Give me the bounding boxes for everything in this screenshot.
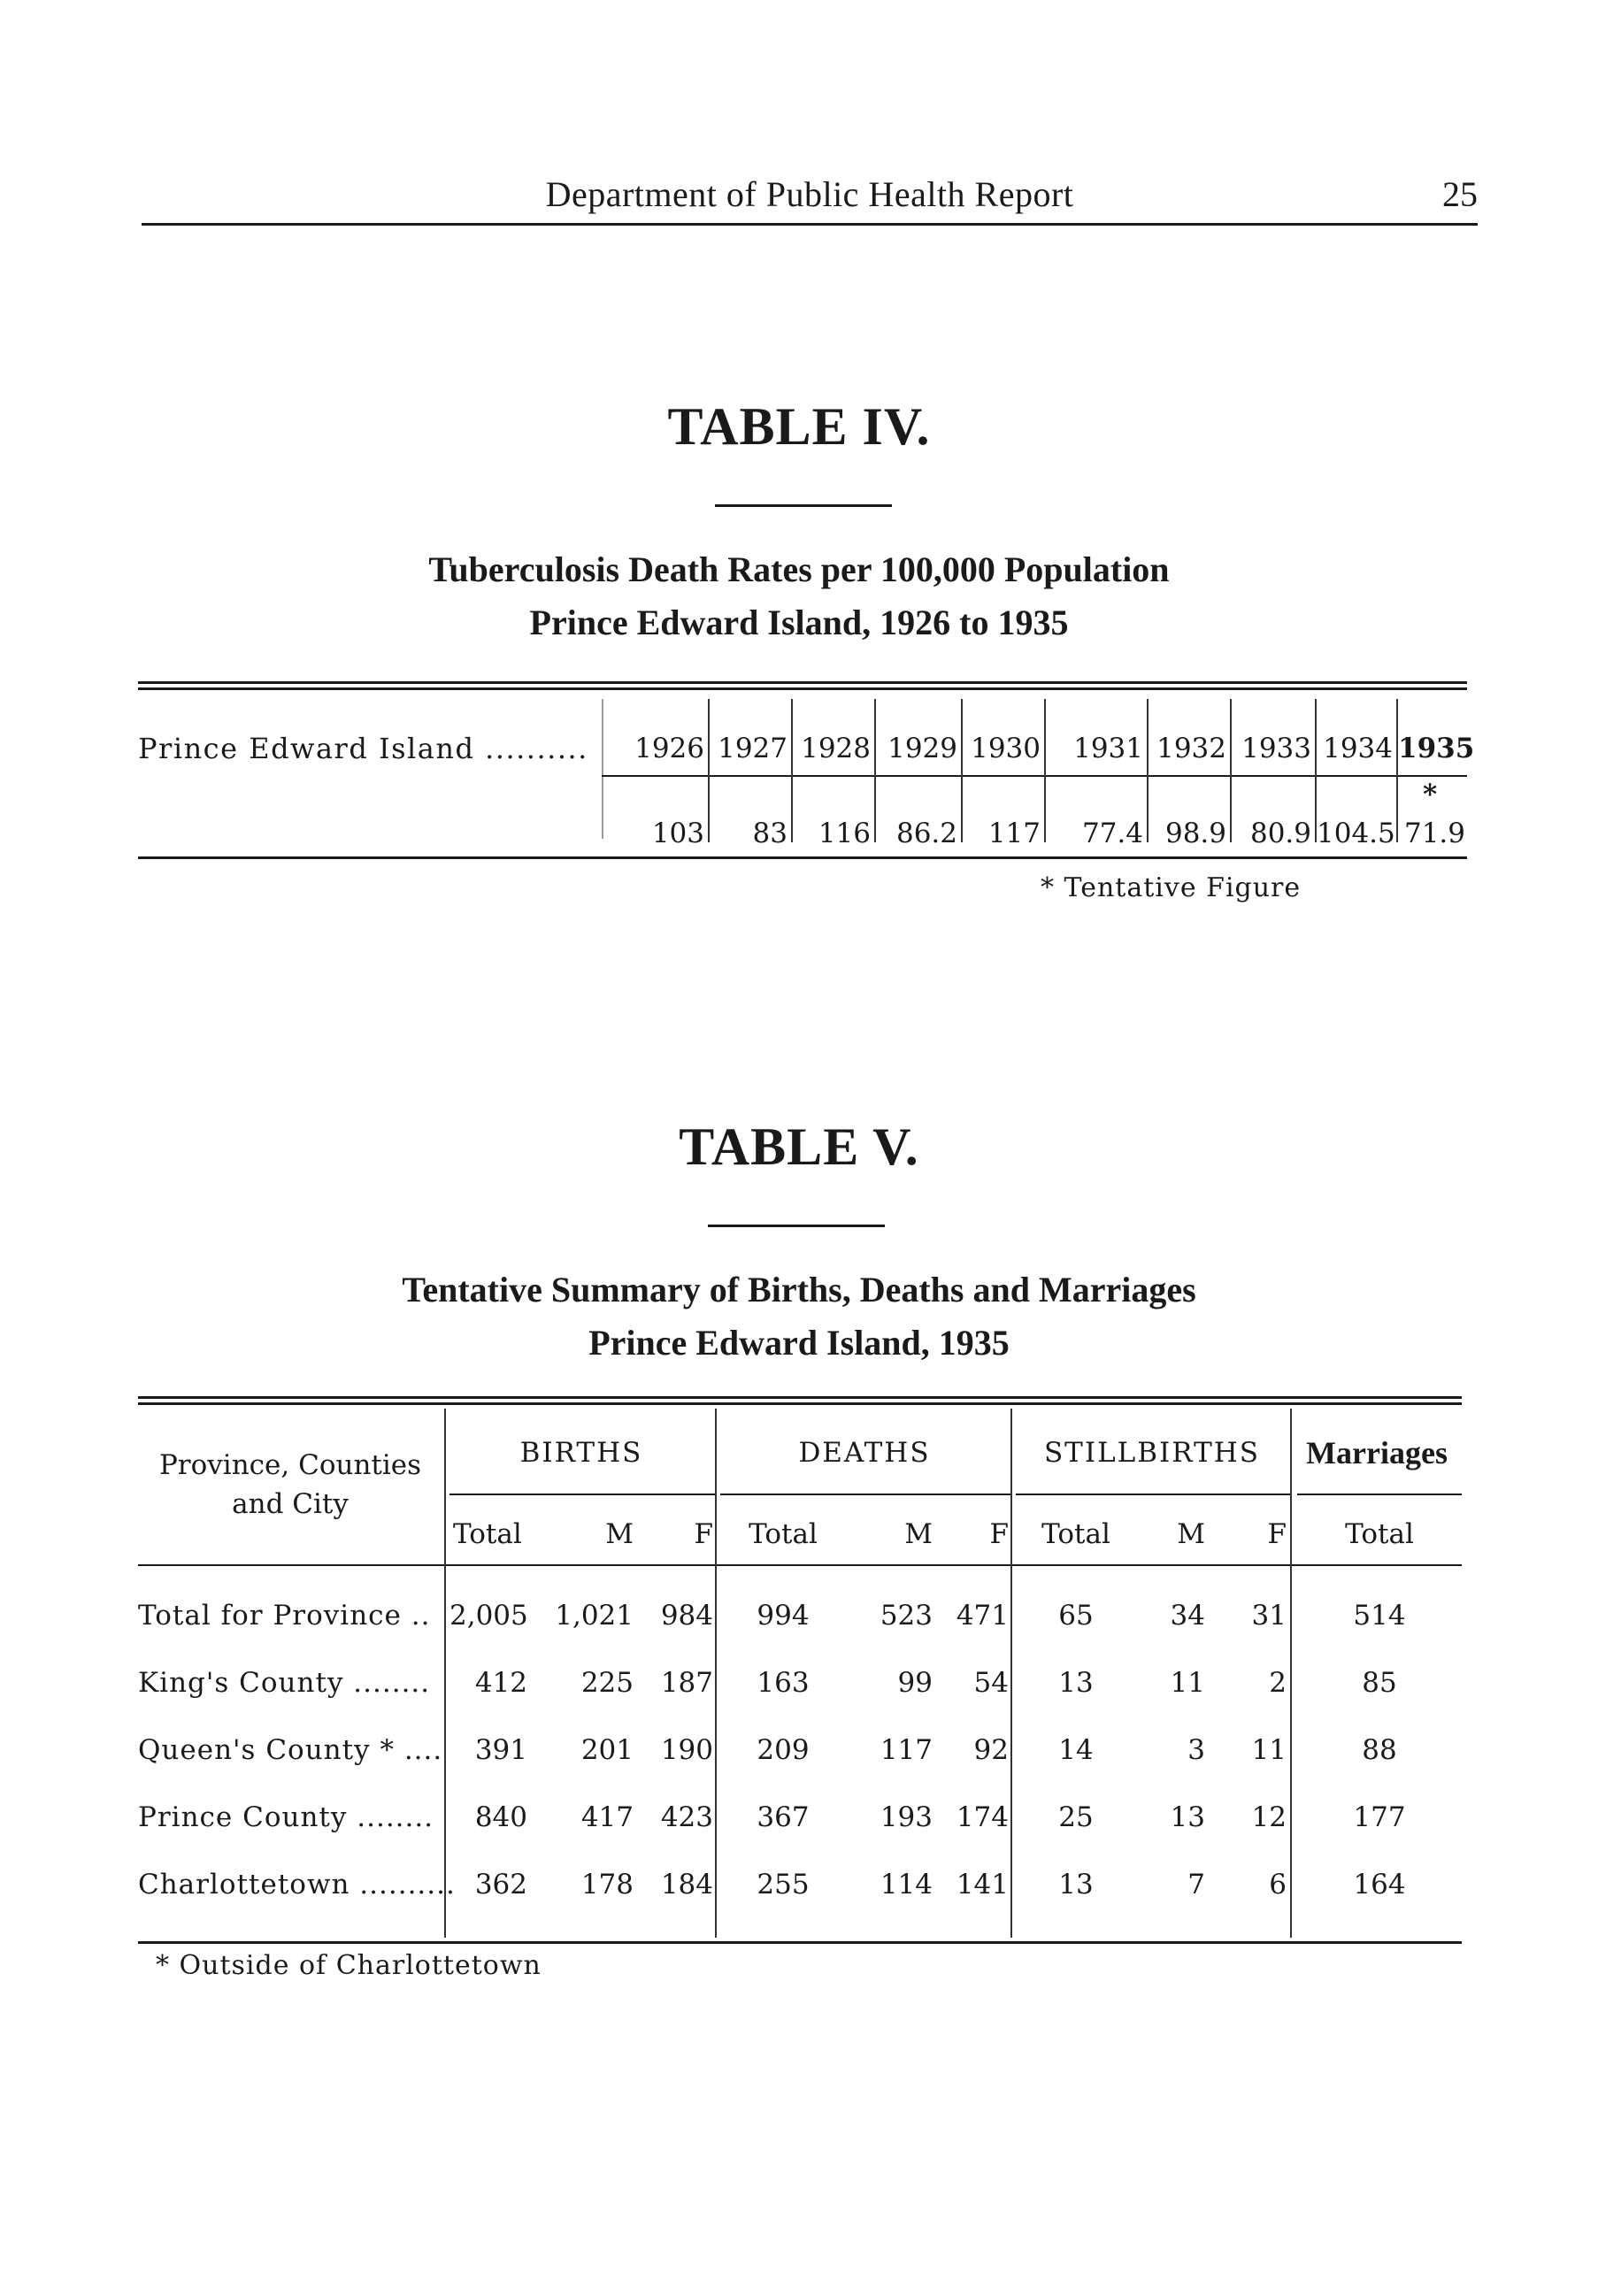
table-iv-subtitle-line1: Tuberculosis Death Rates per 100,000 Population	[428, 549, 1170, 589]
table-v-subtitle-line2: Prince Edward Island, 1935	[588, 1323, 1010, 1363]
table-v-data-cell: 391	[474, 1734, 527, 1766]
table-v-row-label: Total for Province ..	[138, 1600, 431, 1632]
table-v-top-rule	[138, 1396, 1462, 1405]
page-header	[142, 168, 1478, 226]
table-v-data-cell: 367	[757, 1801, 810, 1833]
table-v-heading: TABLE V.	[679, 1117, 919, 1176]
table-v-bottom-rule	[138, 1941, 1462, 1944]
table-iv-rate-cell: 86.2	[895, 818, 957, 849]
table-v-data-cell: 14	[1058, 1734, 1094, 1766]
table-v-group-divider	[1010, 1409, 1012, 1938]
table-iv-heading-rule	[715, 504, 892, 507]
table-v-data-cell: 417	[580, 1801, 634, 1833]
table-iv-footnote: * Tentative Figure	[1041, 872, 1302, 903]
table-v-data-cell: 190	[660, 1734, 713, 1766]
table-iv-rate-cell: 98.9	[1164, 818, 1226, 849]
table-iv-year-cell: 1933	[1241, 733, 1311, 764]
table-v-data-cell: 187	[660, 1667, 713, 1699]
table-iv-rate-cell: 83	[752, 818, 787, 849]
table-iv-rate-cell: 104.5	[1317, 818, 1395, 849]
table-v-data-cell: 13	[1058, 1869, 1094, 1901]
table-v-data-cell: 2,005	[449, 1600, 528, 1632]
table-v-data-cell: 11	[1170, 1667, 1205, 1699]
table-iv-rate-cell: 116	[818, 818, 871, 849]
table-v-data-cell: 12	[1251, 1801, 1287, 1833]
deaths-m-header: M	[904, 1518, 933, 1550]
table-v-data-cell: 31	[1251, 1600, 1287, 1632]
table-v-data-cell: 225	[580, 1667, 634, 1699]
table-iv-rate-cell: 77.4	[1081, 818, 1143, 849]
table-v-data-cell: 2	[1269, 1667, 1287, 1699]
table-v-group-underline	[1297, 1494, 1462, 1495]
stillbirths-group-header: STILLBIRTHS	[1043, 1437, 1261, 1469]
table-v-data-cell: 164	[1353, 1869, 1406, 1901]
deaths-total-header: Total	[749, 1518, 818, 1550]
table-iv-rate-cell: 80.9	[1249, 818, 1311, 849]
table-v-data-cell: 11	[1251, 1734, 1287, 1766]
table-v-data-cell: 114	[880, 1869, 933, 1901]
table-v-data-cell: 840	[474, 1801, 527, 1833]
births-total-header: Total	[453, 1518, 522, 1550]
table-v-group-divider	[715, 1409, 717, 1938]
table-v-data-cell: 34	[1170, 1600, 1205, 1632]
table-v-data-cell: 255	[757, 1869, 810, 1901]
births-group-header: BIRTHS	[519, 1437, 643, 1469]
table-v-row-label: King's County ........	[138, 1667, 431, 1699]
table-iv-subtitle-line2: Prince Edward Island, 1926 to 1935	[529, 603, 1069, 642]
table-iv-year-cell: 1930	[971, 733, 1041, 764]
table-iv-rate-cell: 71.9	[1403, 818, 1465, 849]
table-v-data-cell: 163	[757, 1667, 810, 1699]
table-v-data-cell: 99	[897, 1667, 933, 1699]
table-v-data-cell: 13	[1058, 1667, 1094, 1699]
table-iv-year-cell: 1934	[1323, 733, 1393, 764]
table-v-data-cell: 178	[580, 1869, 634, 1901]
table-v-data-cell: 193	[880, 1801, 933, 1833]
table-iv-heading: TABLE IV.	[667, 397, 931, 456]
page-number: 25	[1442, 174, 1478, 214]
table-iv-stub-divider	[602, 699, 603, 839]
table-v-data-cell: 184	[660, 1869, 713, 1901]
table-v-stub-header-line1: Province, Counties	[158, 1449, 422, 1481]
table-v-data-cell: 174	[956, 1801, 1009, 1833]
table-v-heading-rule	[708, 1225, 885, 1227]
table-v-data-cell: 201	[580, 1734, 634, 1766]
table-v-row-label: Queen's County * ....	[138, 1734, 443, 1766]
table-v-footnote: * Outside of Charlottetown	[156, 1950, 542, 1981]
births-m-header: M	[605, 1518, 634, 1550]
stillbirths-m-header: M	[1177, 1518, 1205, 1550]
table-iv-year-cell: 1927	[718, 733, 787, 764]
table-v-data-cell: 984	[660, 1600, 713, 1632]
table-v-data-cell: 85	[1362, 1667, 1397, 1699]
table-iv-1935-asterisk: *	[1423, 779, 1438, 810]
table-iv-year-cell: 1926	[634, 733, 704, 764]
births-f-header: F	[694, 1518, 713, 1550]
table-v-group-divider	[1290, 1409, 1292, 1938]
deaths-f-header: F	[989, 1518, 1009, 1550]
table-v-data-cell: 362	[474, 1869, 527, 1901]
table-v-data-cell: 7	[1187, 1869, 1205, 1901]
table-v-data-cell: 177	[1353, 1801, 1406, 1833]
table-iv-year-cell: 1929	[887, 733, 957, 764]
table-iv-bottom-rule	[138, 856, 1467, 859]
table-v-data-cell: 65	[1058, 1600, 1094, 1632]
table-v-data-cell: 423	[660, 1801, 713, 1833]
table-v-row-label: Charlottetown ..........	[138, 1869, 456, 1901]
table-v-data-cell: 13	[1170, 1801, 1205, 1833]
table-v-header-bottom-rule	[138, 1564, 1462, 1566]
table-v-data-cell: 141	[956, 1869, 1009, 1901]
stillbirths-total-header: Total	[1041, 1518, 1110, 1550]
table-v-group-underline	[720, 1494, 1010, 1495]
table-v-data-cell: 1,021	[555, 1600, 634, 1632]
running-title: Department of Public Health Report	[545, 174, 1074, 214]
table-iv-year-cell: 1931	[1073, 733, 1143, 764]
table-iv-mid-rule	[602, 775, 1467, 777]
table-v-data-cell: 25	[1058, 1801, 1094, 1833]
table-iv-year-cell: 1932	[1156, 733, 1226, 764]
table-iv-rate-cell: 117	[987, 818, 1041, 849]
deaths-group-header: DEATHS	[798, 1437, 931, 1469]
table-v-group-underline	[1016, 1494, 1290, 1495]
table-v-data-cell: 412	[474, 1667, 527, 1699]
table-v-data-cell: 209	[757, 1734, 810, 1766]
stillbirths-f-header: F	[1267, 1518, 1287, 1550]
table-v-stub-header-line2: and City	[232, 1488, 349, 1520]
table-v-row-label: Prince County ........	[138, 1801, 434, 1833]
marriages-total-header: Total	[1345, 1518, 1414, 1550]
marriages-group-header: Marriages	[1306, 1435, 1448, 1471]
table-v-subtitle-line1: Tentative Summary of Births, Deaths and Marriages	[402, 1270, 1196, 1309]
table-v-group-underline	[449, 1494, 715, 1495]
table-v-data-cell: 471	[956, 1600, 1009, 1632]
table-iv-year-cell: 1928	[801, 733, 871, 764]
table-v-data-cell: 6	[1269, 1869, 1287, 1901]
table-v-data-cell: 994	[757, 1600, 810, 1632]
table-iv-row-label: Prince Edward Island ..........	[138, 732, 588, 765]
table-iv-rate-cell: 103	[651, 818, 704, 849]
table-iv-top-rule	[138, 681, 1467, 690]
table-v-data-cell: 514	[1353, 1600, 1406, 1632]
table-v-data-cell: 54	[973, 1667, 1009, 1699]
table-v-data-cell: 92	[973, 1734, 1009, 1766]
table-v-data-cell: 117	[880, 1734, 933, 1766]
table-iv-year-cell: 1935	[1398, 733, 1475, 764]
table-v-data-cell: 3	[1187, 1734, 1205, 1766]
table-v-data-cell: 523	[880, 1600, 933, 1632]
table-v-data-cell: 88	[1362, 1734, 1397, 1766]
